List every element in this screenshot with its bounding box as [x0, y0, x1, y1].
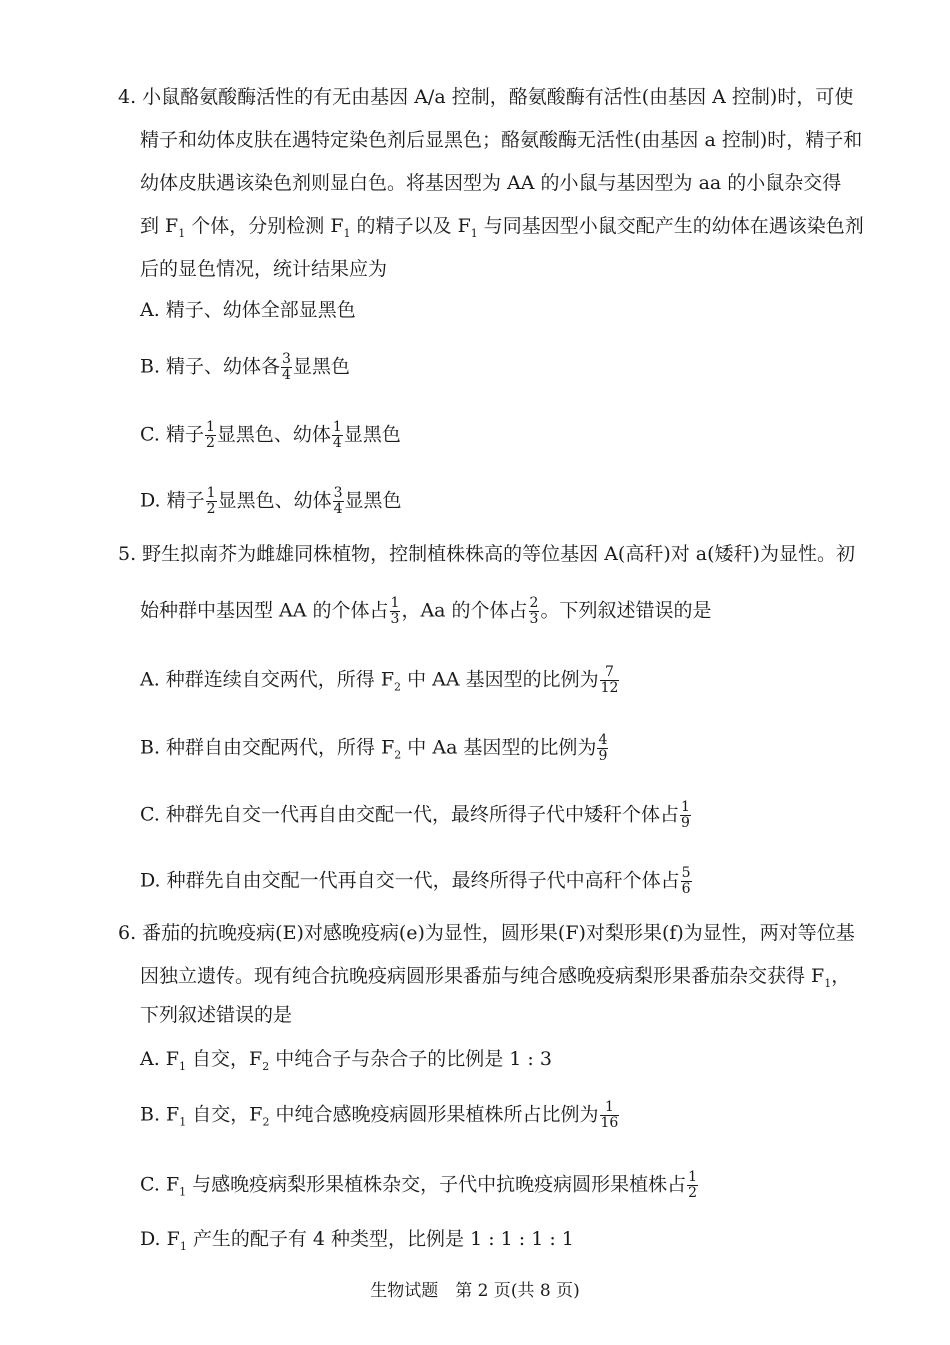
q4-stem-line-1: 4. 小鼠酪氨酸酶活性的有无由基因 A/a 控制，酪氨酸酶有活性(由基因 A 控制)时，可使 — [118, 86, 854, 108]
q4-option-d[interactable]: D. 精子 $\frac{1}{2}$ 显黑色、幼体 $\frac{3}{4}$ 显黑色 — [140, 485, 402, 517]
q4-stem-line-5: 后的显色情况，统计结果应为 — [140, 258, 388, 280]
fraction: $\frac{3}{4}$ — [282, 351, 291, 383]
q5-option-b[interactable]: B. 种群自由交配两代，所得 $F_2$ 中 Aa 基因型的比例为 $\frac{4}{9}$ — [140, 732, 608, 764]
fraction: $\frac{1}{16}$ — [600, 1099, 619, 1131]
fraction: $\frac{1}{2}$ — [688, 1169, 698, 1201]
q4-option-c[interactable]: C. 精子 $\frac{1}{2}$ 显黑色、幼体 $\frac{1}{4}$ 显黑色 — [140, 419, 401, 451]
q5-option-c[interactable]: C. 种群先自交一代再自由交配一代，最终所得子代中矮秆个体占 $\frac{1}{9}$ — [140, 799, 690, 831]
q4-stem-line-3: 幼体皮肤遇该染色剂则显白色。将基因型为 AA 的小鼠与基因型为 aa 的小鼠杂交得 — [140, 172, 842, 194]
q6-option-a[interactable]: A. $F_1$ 自交，$F_2$ 中纯合子与杂合子的比例是 1 : 3 — [140, 1048, 552, 1073]
q6-stem-line-3: 下列叙述错误的是 — [140, 1004, 293, 1026]
q4-option-a[interactable]: A. 精子、幼体全部显黑色 — [140, 299, 356, 321]
fraction: $\frac{1}{2}$ — [206, 485, 216, 517]
fraction: $\frac{1}{9}$ — [680, 799, 690, 831]
q6-stem-line-1: 6. 番茄的抗晚疫病(E)对感晚疫病(e)为显性，圆形果(F)对梨形果(f)为显性，两对等位基 — [118, 922, 855, 944]
q4-stem-line-4: 到 $F_1$ 个体，分别检测 $F_1$ 的精子以及 $F_1$ 与同基因型小鼠交配产生的幼体在遇该染色剂 — [140, 215, 864, 240]
fraction: $\frac{4}{9}$ — [598, 732, 608, 764]
q4-option-b[interactable]: B. 精子、幼体各 $\frac{3}{4}$ 显黑色 — [140, 351, 350, 383]
fraction: $\frac{1}{4}$ — [332, 419, 342, 451]
fraction: $\frac{1}{3}$ — [390, 595, 400, 627]
q4-stem-line-2: 精子和幼体皮肤在遇特定染色剂后显黑色；酪氨酸酶无活性(由基因 a 控制)时，精子和 — [140, 129, 863, 151]
fraction: $\frac{7}{12}$ — [600, 664, 619, 696]
fraction: $\frac{2}{3}$ — [529, 595, 539, 627]
q5-option-d[interactable]: D. 种群先自由交配一代再自交一代，最终所得子代中高秆个体占 $\frac{5}{6}$ — [140, 865, 691, 897]
q5-option-a[interactable]: A. 种群连续自交两代，所得 $F_2$ 中 AA 基因型的比例为 $\frac{7}{12}$ — [140, 664, 619, 696]
fraction: $\frac{5}{6}$ — [681, 865, 691, 897]
page-footer: 生物试题 第 2 页(共 8 页) — [370, 1281, 580, 1301]
q5-stem-line-2: 始种群中基因型 AA 的个体占 $\frac{1}{3}$ ，Aa 的个体占 $\frac{2}{3}$ 。下列叙述错误的是 — [140, 595, 712, 627]
fraction: $\frac{3}{4}$ — [333, 485, 343, 517]
q6-option-c[interactable]: C. $F_1$ 与感晚疫病梨形果植株杂交，子代中抗晚疫病圆形果植株占 $\frac{1}{2}$ — [140, 1169, 698, 1201]
q6-option-b[interactable]: B. $F_1$ 自交，$F_2$ 中纯合感晚疫病圆形果植株所占比例为 $\frac{1}{16}$ — [140, 1099, 619, 1131]
fraction: $\frac{1}{2}$ — [205, 419, 215, 451]
q5-stem-line-1: 5. 野生拟南芥为雌雄同株植物，控制植株株高的等位基因 A(高秆)对 a(矮秆)为显性。初 — [118, 543, 855, 565]
q6-stem-line-2: 因独立遗传。现有纯合抗晚疫病圆形果番茄与纯合感晚疫病梨形果番茄杂交获得 $F_1$， — [140, 965, 851, 990]
q6-option-d[interactable]: D. $F_1$ 产生的配子有 4 种类型，比例是 1 : 1 : 1 : 1 — [140, 1228, 574, 1253]
